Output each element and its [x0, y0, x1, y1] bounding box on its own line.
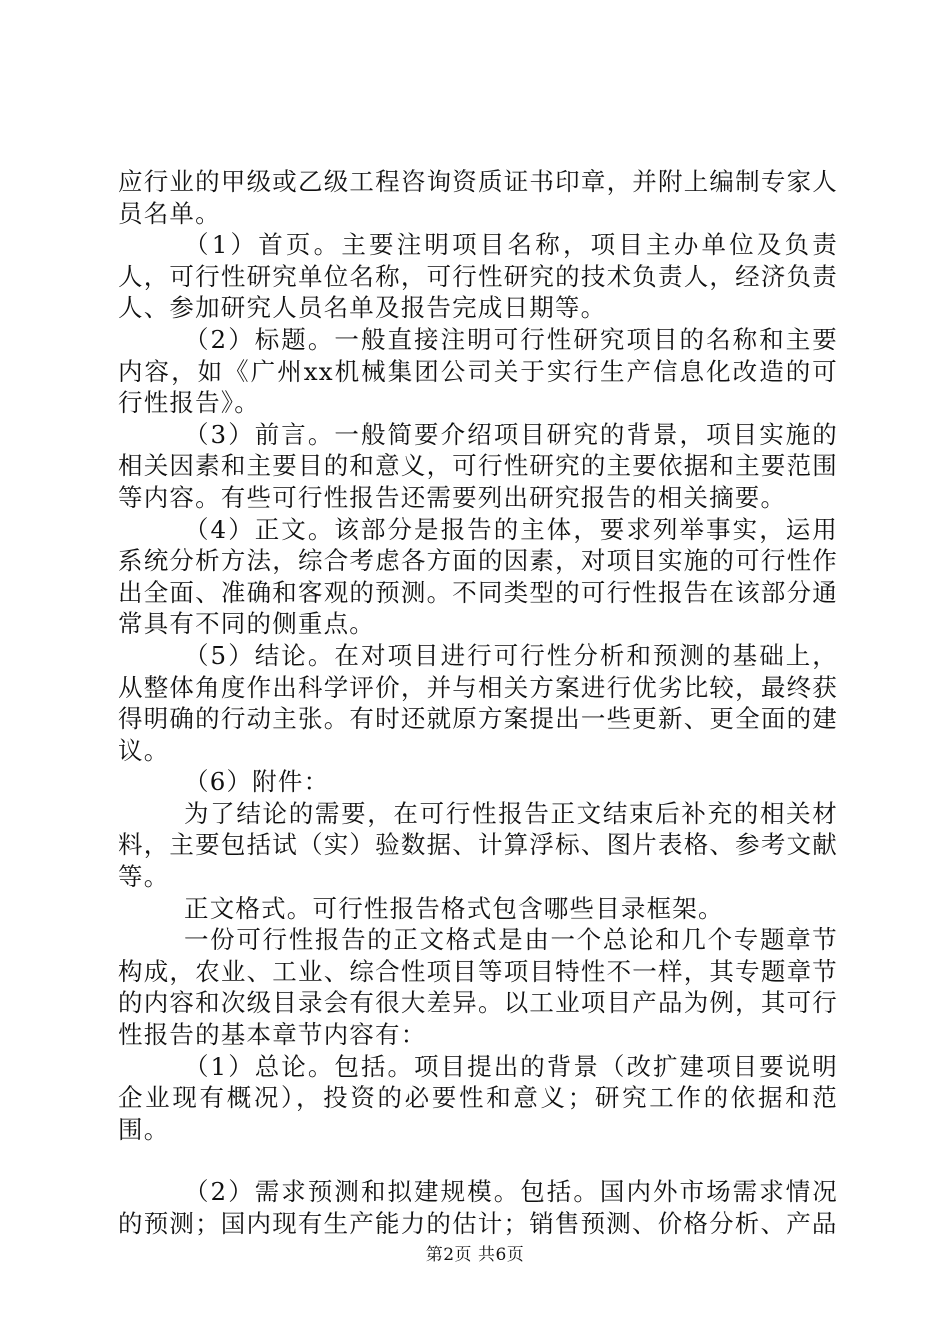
- paragraph-continuation: 应行业的甲级或乙级工程咨询资质证书印章，并附上编制专家人员名单。: [118, 167, 838, 228]
- paragraph-format-intro: 正文格式。可行性报告格式包含哪些目录框架。: [184, 893, 724, 923]
- paragraph-attachments: 为了结论的需要，在可行性报告正文结束后补充的相关材料，主要包括试（实）验数据、计算浮标、图片表格、参考文献等。: [118, 798, 838, 892]
- paragraph-overview: （1）总论。包括。项目提出的背景（改扩建项目要说明企业现有概况），投资的必要性和意义；研究工作的依据和范围。: [118, 1051, 838, 1144]
- paragraph-main-text: （4）正文。该部分是报告的主体，要求列举事实，运用系统分析方法，综合考虑各方面的因素，对项目实施的可行性作出全面、准确和客观的预测。不同类型的可行性报告在该部分通常具有不同的侧重点。: [118, 514, 838, 639]
- paragraph-cover-page: （1）首页。主要注明项目名称，项目主办单位及负责人，可行性研究单位名称，可行性研究的技术负责人，经济负责人、参加研究人员名单及报告完成日期等。: [118, 230, 838, 323]
- paragraph-conclusion: （5）结论。在对项目进行可行性分析和预测的基础上，从整体角度作出科学评价，并与相关方案进行优劣比较，最终获得明确的行动主张。有时还就原方案提出一些更新、更全面的建议。: [118, 640, 838, 765]
- paragraph-attachments-heading: （6）附件：: [184, 767, 330, 797]
- paragraph-title: （2）标题。一般直接注明可行性研究项目的名称和主要内容，如《广州xx机械集团公司关于实行生产信息化改造的可行性报告》。: [118, 324, 838, 418]
- paragraph-format-description: 一份可行性报告的正文格式是由一个总论和几个专题章节构成，农业、工业、综合性项目等项目特性不一样，其专题章节的内容和次级目录会有很大差异。以工业项目产品为例，其可行性报告的基本章节内容有：: [118, 925, 838, 1050]
- paragraph-demand-forecast: （2）需求预测和拟建规模。包括。国内外市场需求情况的预测；国内现有生产能力的估计；销售预测、价格分析、产品: [118, 1177, 838, 1238]
- page-number-footer: 第2页 共6页: [425, 1245, 525, 1265]
- paragraph-preface: （3）前言。一般简要介绍项目研究的背景，项目实施的相关因素和主要目的和意义，可行性研究的主要依据和主要范围等内容。有些可行性报告还需要列出研究报告的相关摘要。: [118, 419, 838, 512]
- document-body: [118, 166, 838, 1240]
